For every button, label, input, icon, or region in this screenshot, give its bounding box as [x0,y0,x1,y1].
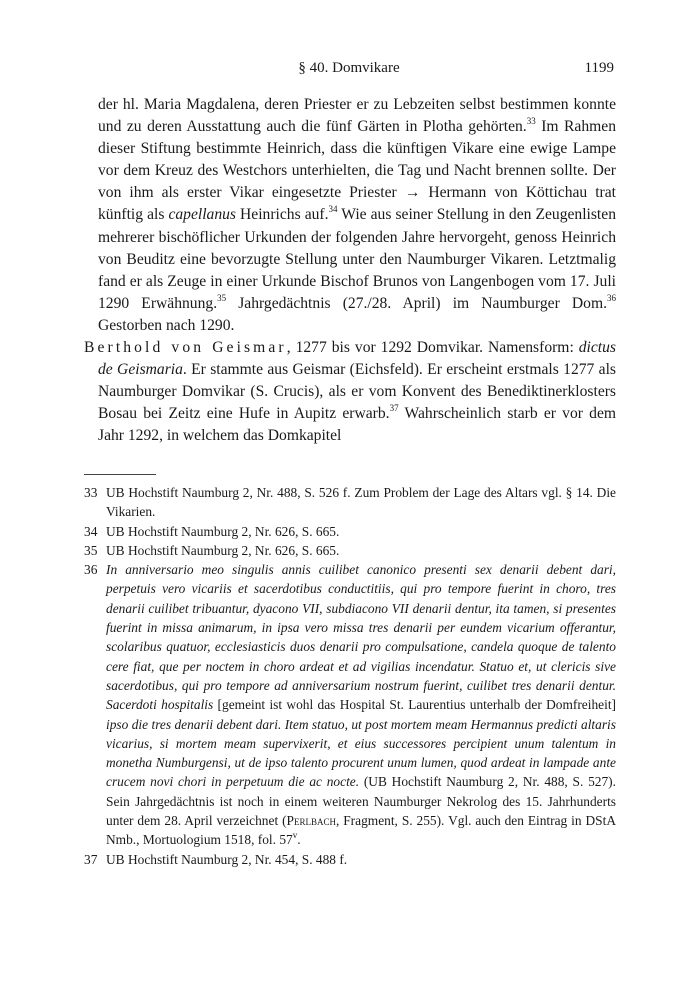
footnote-35 [84,541,616,560]
footnote-text: UB Hochstift Naumburg 2, Nr. 626, S. 665. [106,523,340,539]
footnote-number: 33 [84,485,98,500]
text-run: Gestorben nach 1290. [98,316,235,334]
footnote-ref-33: 33 [526,115,536,126]
footnote-ref-35: 35 [217,292,227,303]
paragraph-heinrich-von-beuditz [84,94,616,337]
footnote-text: [gemeint ist wohl das Hospital St. Laurentius unterhalb der Domfreiheit] [213,697,616,713]
text-run: . Er stammte aus Geismar (Eichsfeld). Er erscheint erstmals 1277 als Naumburger Domvikar (S. Crucis), als er vom Konvent des Benediktinerklosters Bosau bei Zeitz eine Hufe in Aupitz erwarb. [98,361,616,423]
entry-berthold-von-geismar [84,337,616,447]
text-run: Heinrichs auf. [236,206,329,224]
text-run: Wie aus seiner Stellung in den Zeugenlisten mehrerer bischöflicher Urkunden der folgenden Jahre hervorgeht, genoss Heinrich von Beuditz eine bevorzugte Stellung unter den Naumburger Vikaren. Letztmalig fand er als Zeuge in einer Urkunde Bischof Brunos von Langenbogen vom 17. Juli 1290 Erwähnung. [98,206,616,312]
footnote-ref-34: 34 [328,204,338,215]
text-run: der hl. Maria Magdalena, deren Priester er zu Lebzeiten selbst bestimmen konnte und zu deren Ausstattung auch die fünf Gärten in Plotha gehörten. [98,96,616,136]
footnote-text: UB Hochstift Naumburg 2, Nr. 454, S. 488 f. [106,851,348,867]
footnote-37 [84,850,616,869]
footnote-number: 34 [84,523,98,539]
latin-quotation: In anniversario meo singulis annis cuilibet canonico presenti sex denarii debent dari, perpetuis vero vicariis et sacerdotibus conductitiis, qui pro tempore fuerint in choro, tres denarii cuilibet tribuantur, dyacono VII, subdiacono VII denarii dentur, ita tamen, si presentes fuerint in missa animarum, in ipsa vero missa tres denarii per eundem vicarium offerantur, scolaribus quatuor, ecclesiasticis duos denarii pro compulsatione, candela quoque de talento cere fiat, que per noctem in choro ardeat et ad vigilias incendatur. Statuo et, ut clericis sive sacerdotibus, qui pro tempore ad anniversarium nostrum fuerint, cuilibet tres denarii dentur. Sacerdoti hospitalis [106,562,616,713]
footnote-33 [84,483,616,522]
footnote-text: . [297,832,301,848]
folio-verso-mark: v [292,829,298,840]
text-run: Jahrgedächtnis (27./28. April) im Naumburger Dom. [226,294,607,312]
section-title: § 40. Domvikare [298,60,400,76]
footnote-ref-36: 36 [607,292,616,303]
author-name: Perlbach [286,813,336,829]
footnote-ref-37: 37 [389,403,399,414]
page-number: 1199 [584,60,614,76]
entry-name: Berthold von Geismar [84,339,287,357]
footnote-36 [84,560,616,849]
text-run: Wahrscheinlich starb er vor dem Jahr 1292, in welchem das Domkapitel [98,405,616,445]
latin-term: dictus de Geismaria [98,339,616,379]
main-text [84,94,616,448]
footnote-number: 36 [84,562,98,578]
footnote-number: 37 [84,851,98,867]
footnote-text: UB Hochstift Naumburg 2, Nr. 626, S. 665. [106,542,340,558]
running-header [84,60,614,84]
footnote-divider [84,474,156,475]
text-run: Im Rahmen dieser Stiftung bestimmte Heinrich, dass die künftigen Vikare eine ewige Lampe vor dem Kreuz des Westchors unterhielten, die Tag und Nacht brennen sollte. Der von ihm als erster Vikar eingesetzte Priester → Hermann von Köttichau trat künftig als [98,118,616,224]
footnote-number: 35 [84,542,98,558]
text-run: , 1277 bis vor 1292 Domvikar. Namensform: [286,339,579,357]
footnote-text: UB Hochstift Naumburg 2, Nr. 488, S. 526 f. Zum Problem der Lage des Altars vgl. § 14. Die Vikarien. [106,485,616,520]
latin-quotation: ipso die tres denarii debent dari. Item statuo, ut post mortem meam Hermannus predicti altaris vicarius, si mortem meam supervixerit, et eius successores percipient unum talentum in monetha Numburgensi, ut de ipso talento procurent unum lumen, quod ardeat in lampade ante crucem novi chori in perpetuum die ac nocte. [106,716,616,790]
latin-term: capellanus [168,206,236,224]
footnote-text: (UB Hochstift Naumburg 2, Nr. 488, S. 527). Sein Jahrgedächtnis ist noch in einem weiteren Naumburger Nekrolog des 15. Jahrhunderts unter dem 28. April verzeichnet ( [106,774,616,829]
footnote-text: , Fragment, S. 255). Vgl. auch den Eintrag in DStA Nmb., Mortuologium 1518, fol. 57 [106,813,616,848]
footnotes [84,483,616,869]
footnote-34 [84,522,616,541]
